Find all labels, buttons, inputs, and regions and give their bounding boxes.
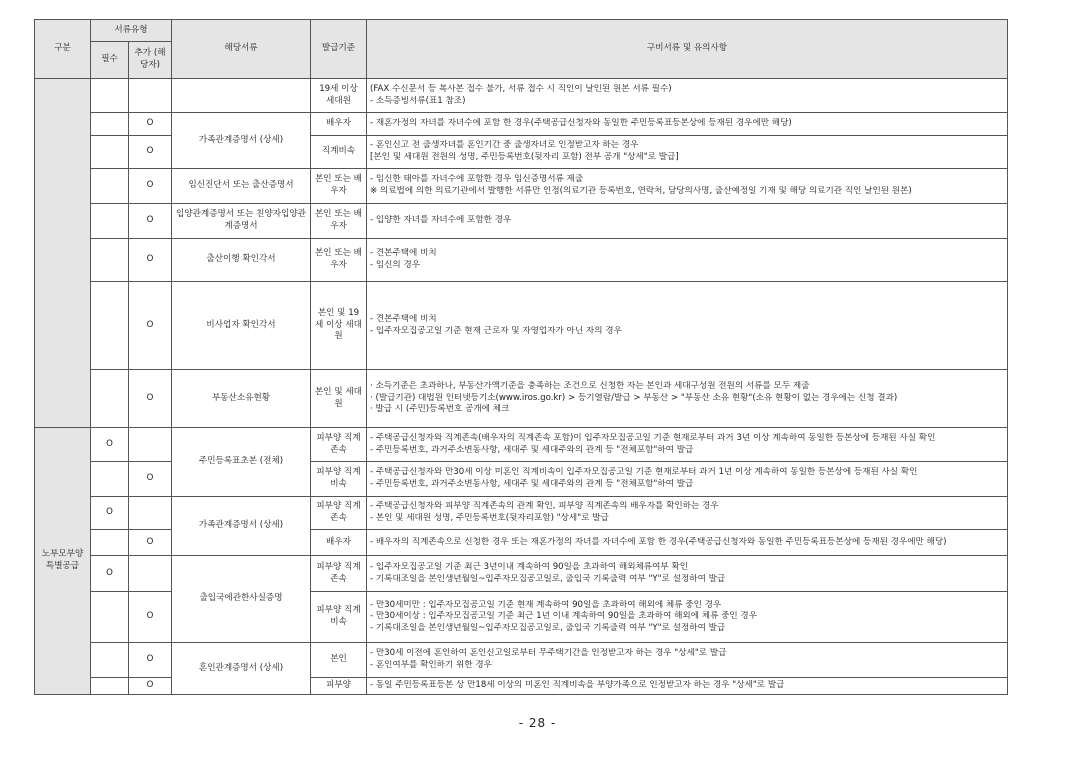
table-row — [35, 370, 1008, 428]
additional-cell: O — [129, 678, 172, 695]
notes-cell — [367, 239, 1008, 282]
additional-cell: O — [129, 239, 172, 282]
required-cell — [91, 204, 129, 239]
basis-cell: 피부양 직계비속 — [311, 592, 367, 643]
note-line: - 주택공급신청자와 피부양 직계존속의 관계 확인, 피부양 직계존속의 배우자를 확인하는 경우 — [370, 501, 719, 512]
note-line: · 발급 시 (주민)등록번호 공개에 체크 — [370, 404, 510, 415]
document-cell: 비사업자 확인각서 — [172, 282, 311, 370]
document-cell: 주민등록표초본 (전체) — [172, 428, 311, 497]
additional-cell: O — [129, 370, 172, 428]
notes-cell — [367, 497, 1008, 530]
notes-cell — [367, 556, 1008, 592]
note-line: ※ 의료법에 의한 의료기관에서 발행한 서류만 인정(의료기관 등록번호, 연락처, 담당의사명, 출산예정일 기재 및 해당 의료기관 직인 날인된 원본) — [370, 186, 912, 196]
note-line: · (발급기관) 대법원 인터넷등기소(www.iros.go.kr) > 등기열람/발급 > 부동산 > "부동산 소유 현황"(소유 현황이 없는 경우에는 신청 결과) — [370, 392, 898, 403]
header-issue-basis: 발급기준 — [311, 20, 367, 79]
header-notes: 구비서류 및 유의사항 — [367, 20, 1008, 79]
required-cell — [91, 79, 129, 113]
table-row — [35, 497, 1008, 530]
additional-cell — [129, 79, 172, 113]
required-cell — [91, 462, 129, 497]
additional-cell: O — [129, 530, 172, 556]
note-line: - 입주자모집공고일 기준 현재 근로자 및 자영업자가 아닌 자의 경우 — [370, 325, 622, 336]
document-cell: 가족관계증명서 (상세) — [172, 497, 311, 556]
basis-cell: 피부양 — [311, 678, 367, 695]
additional-cell — [129, 428, 172, 462]
header-category: 구분 — [35, 20, 91, 79]
basis-cell: 피부양 직계존속 — [311, 497, 367, 530]
note-line: - 기록대조일을 본인생년월일~입주자모집공고일로, 출입국 기록출력 여부 "Y"로 설정하여 발급 — [370, 622, 726, 633]
category-cell-blank — [35, 79, 91, 428]
note-line: - 입양한 자녀를 자녀수에 포함한 경우 — [370, 215, 512, 226]
note-line: - 기록대조일을 본인생년월일~입주자모집공고일로, 출입국 기록출력 여부 "Y"로 설정하여 발급 — [370, 573, 726, 584]
basis-cell: 본인 및 19세 이상 세대원 — [311, 282, 367, 370]
note-line: - 혼인신고 전 출생자녀를 혼인기간 중 출생자녀로 인정받고자 하는 경우 — [370, 140, 639, 151]
document-cell: 가족관계증명서 (상세) — [172, 113, 311, 169]
table-row — [35, 556, 1008, 592]
basis-cell: 19세 이상 세대원 — [311, 79, 367, 113]
note-line: - 소득증빙서류(표1 참조) — [370, 95, 466, 106]
table-row — [35, 239, 1008, 282]
basis-cell: 본인 및 세대원 — [311, 370, 367, 428]
document-cell: 출입국에관한사실증명 — [172, 556, 311, 643]
notes-cell — [367, 169, 1008, 204]
note-line: - 본인 및 세대원 성명, 주민등록번호(뒷자리포함) "상세"로 발급 — [370, 513, 609, 523]
category-cell: 노부모부양 특별공급 — [35, 428, 91, 695]
additional-cell: O — [129, 204, 172, 239]
note-line: - 동일 주민등록표등본 상 만18세 이상의 미혼인 직계비속을 부양가족으로 인정받고자 하는 경우 "상세"로 발급 — [370, 680, 785, 691]
required-cell — [91, 239, 129, 282]
required-cell — [91, 530, 129, 556]
required-cell — [91, 370, 129, 428]
basis-cell: 본인 또는 배우자 — [311, 204, 367, 239]
note-line: - 주민등록번호, 과거주소변동사항, 세대주 및 세대주와의 관계 등 "전체포함"하여 발급 — [370, 479, 694, 489]
additional-cell: O — [129, 462, 172, 497]
required-cell — [91, 643, 129, 678]
basis-cell: 본인 또는 배우자 — [311, 169, 367, 204]
note-line: · 소득기준은 초과하나, 부동산가액기준을 충족하는 조건으로 신청한 자는 본인과 세대구성원 전원의 서류를 모두 제출 — [370, 381, 810, 392]
basis-cell: 직계비속 — [311, 136, 367, 169]
document-cell: 임신진단서 또는 출산증명서 — [172, 169, 311, 204]
note-line: (FAX 수신문서 등 복사본 접수 불가, 서류 접수 시 직인이 날인된 원본 서류 필수) — [370, 83, 672, 94]
table-row — [35, 282, 1008, 370]
document-cell: 출산이행 확인각서 — [172, 239, 311, 282]
additional-cell: O — [129, 592, 172, 643]
notes-cell — [367, 592, 1008, 643]
required-cell — [91, 282, 129, 370]
table-row — [35, 643, 1008, 678]
table-row — [35, 79, 1008, 113]
required-cell — [91, 678, 129, 695]
required-cell: O — [91, 428, 129, 462]
additional-cell: O — [129, 113, 172, 136]
note-line: - 주택공급신청자와 직계존속(배우자의 직계존속 포함)이 입주자모집공고일 기준 현재로부터 과거 3년 이상 계속하여 동일한 등본상에 등재된 사실 확인 — [370, 432, 936, 443]
document-cell: 혼인관계증명서 (상세) — [172, 643, 311, 695]
header-document: 해당서류 — [172, 20, 311, 79]
note-line: - 견본주택에 비치 — [370, 313, 437, 324]
note-line: - 주민등록번호, 과거주소변동사항, 세대주 및 세대주와의 관계 등 "전체포함"하여 발급 — [370, 444, 694, 455]
header-required: 필수 — [91, 42, 129, 79]
document-cell: 입양관계증명서 또는 친양자입양관계증명서 — [172, 204, 311, 239]
header-doc-type: 서류유형 — [91, 20, 172, 42]
note-line: - 입주자모집공고일 기준 최근 3년이내 계속하여 90일을 초과하여 해외체류여부 확인 — [370, 561, 689, 572]
table-row — [35, 204, 1008, 239]
note-line: - 만30세 이전에 혼인하여 혼인신고일로부터 무주택기간을 인정받고자 하는 경우 "상세"로 발급 — [370, 648, 727, 659]
required-cell — [91, 592, 129, 643]
basis-cell: 본인 또는 배우자 — [311, 239, 367, 282]
note-line: - 임신한 태아를 자녀수에 포함한 경우 임신증명서류 제출 — [370, 174, 584, 185]
required-cell — [91, 136, 129, 169]
required-cell — [91, 113, 129, 136]
table-row — [35, 169, 1008, 204]
note-line: - 견본주택에 비치 — [370, 248, 437, 259]
note-line: - 주택공급신청자와 만30세 이상 미혼인 직계비속이 입주자모집공고일 기준 현재로부터 과거 1년 이상 계속하여 동일한 등본상에 등재된 사실 확인 — [370, 467, 918, 478]
notes-cell — [367, 462, 1008, 497]
basis-cell: 배우자 — [311, 113, 367, 136]
basis-cell: 본인 — [311, 643, 367, 678]
notes-cell — [367, 678, 1008, 695]
required-cell — [91, 169, 129, 204]
basis-cell: 피부양 직계비속 — [311, 462, 367, 497]
note-line: - 혼인여부를 확인하기 위한 경우 — [370, 660, 492, 670]
required-cell: O — [91, 556, 129, 592]
basis-cell: 피부양 직계존속 — [311, 556, 367, 592]
notes-cell — [367, 113, 1008, 136]
table-row — [35, 113, 1008, 136]
notes-cell — [367, 370, 1008, 428]
note-line: - 배우자의 직계존속으로 신청한 경우 또는 재혼가정의 자녀를 자녀수에 포함 한 경우(주택공급신청자와 동일한 주민등록표등본상에 등재된 경우에만 해당) — [370, 536, 947, 547]
page-number: - 28 - — [518, 716, 557, 730]
additional-cell: O — [129, 136, 172, 169]
basis-cell: 배우자 — [311, 530, 367, 556]
notes-cell — [367, 428, 1008, 462]
required-cell: O — [91, 497, 129, 530]
note-line: - 재혼가정의 자녀를 자녀수에 포함 한 경우(주택공급신청자와 동일한 주민등록표등본상에 등재된 경우에만 해당) — [370, 118, 792, 129]
document-cell: 부동산소유현황 — [172, 370, 311, 428]
notes-cell — [367, 79, 1008, 113]
additional-cell — [129, 556, 172, 592]
additional-cell — [129, 497, 172, 530]
notes-cell — [367, 282, 1008, 370]
notes-cell — [367, 136, 1008, 169]
additional-cell: O — [129, 169, 172, 204]
additional-cell: O — [129, 282, 172, 370]
notes-cell — [367, 643, 1008, 678]
basis-cell: 피부양 직계존속 — [311, 428, 367, 462]
note-line: - 만30세이상 : 입주자모집공고일 기준 최근 1년 이내 계속하여 90일을 초과하여 해외에 체류 중인 경우 — [370, 611, 758, 622]
header-additional: 추가 (해당자) — [129, 42, 172, 79]
document-cell — [172, 79, 311, 113]
notes-cell — [367, 204, 1008, 239]
table-row — [35, 428, 1008, 462]
notes-cell — [367, 530, 1008, 556]
note-line: [본인 및 세대원 전원의 성명, 주민등록번호(뒷자리 포함) 전부 공개 "상세"로 발급] — [370, 152, 679, 162]
note-line: - 임신의 경우 — [370, 260, 421, 270]
additional-cell: O — [129, 643, 172, 678]
note-line: - 만30세미만 : 입주자모집공고일 기준 현재 계속하여 90일을 초과하여 해외에 체류 중인 경우 — [370, 599, 722, 610]
document-table — [34, 19, 1008, 695]
